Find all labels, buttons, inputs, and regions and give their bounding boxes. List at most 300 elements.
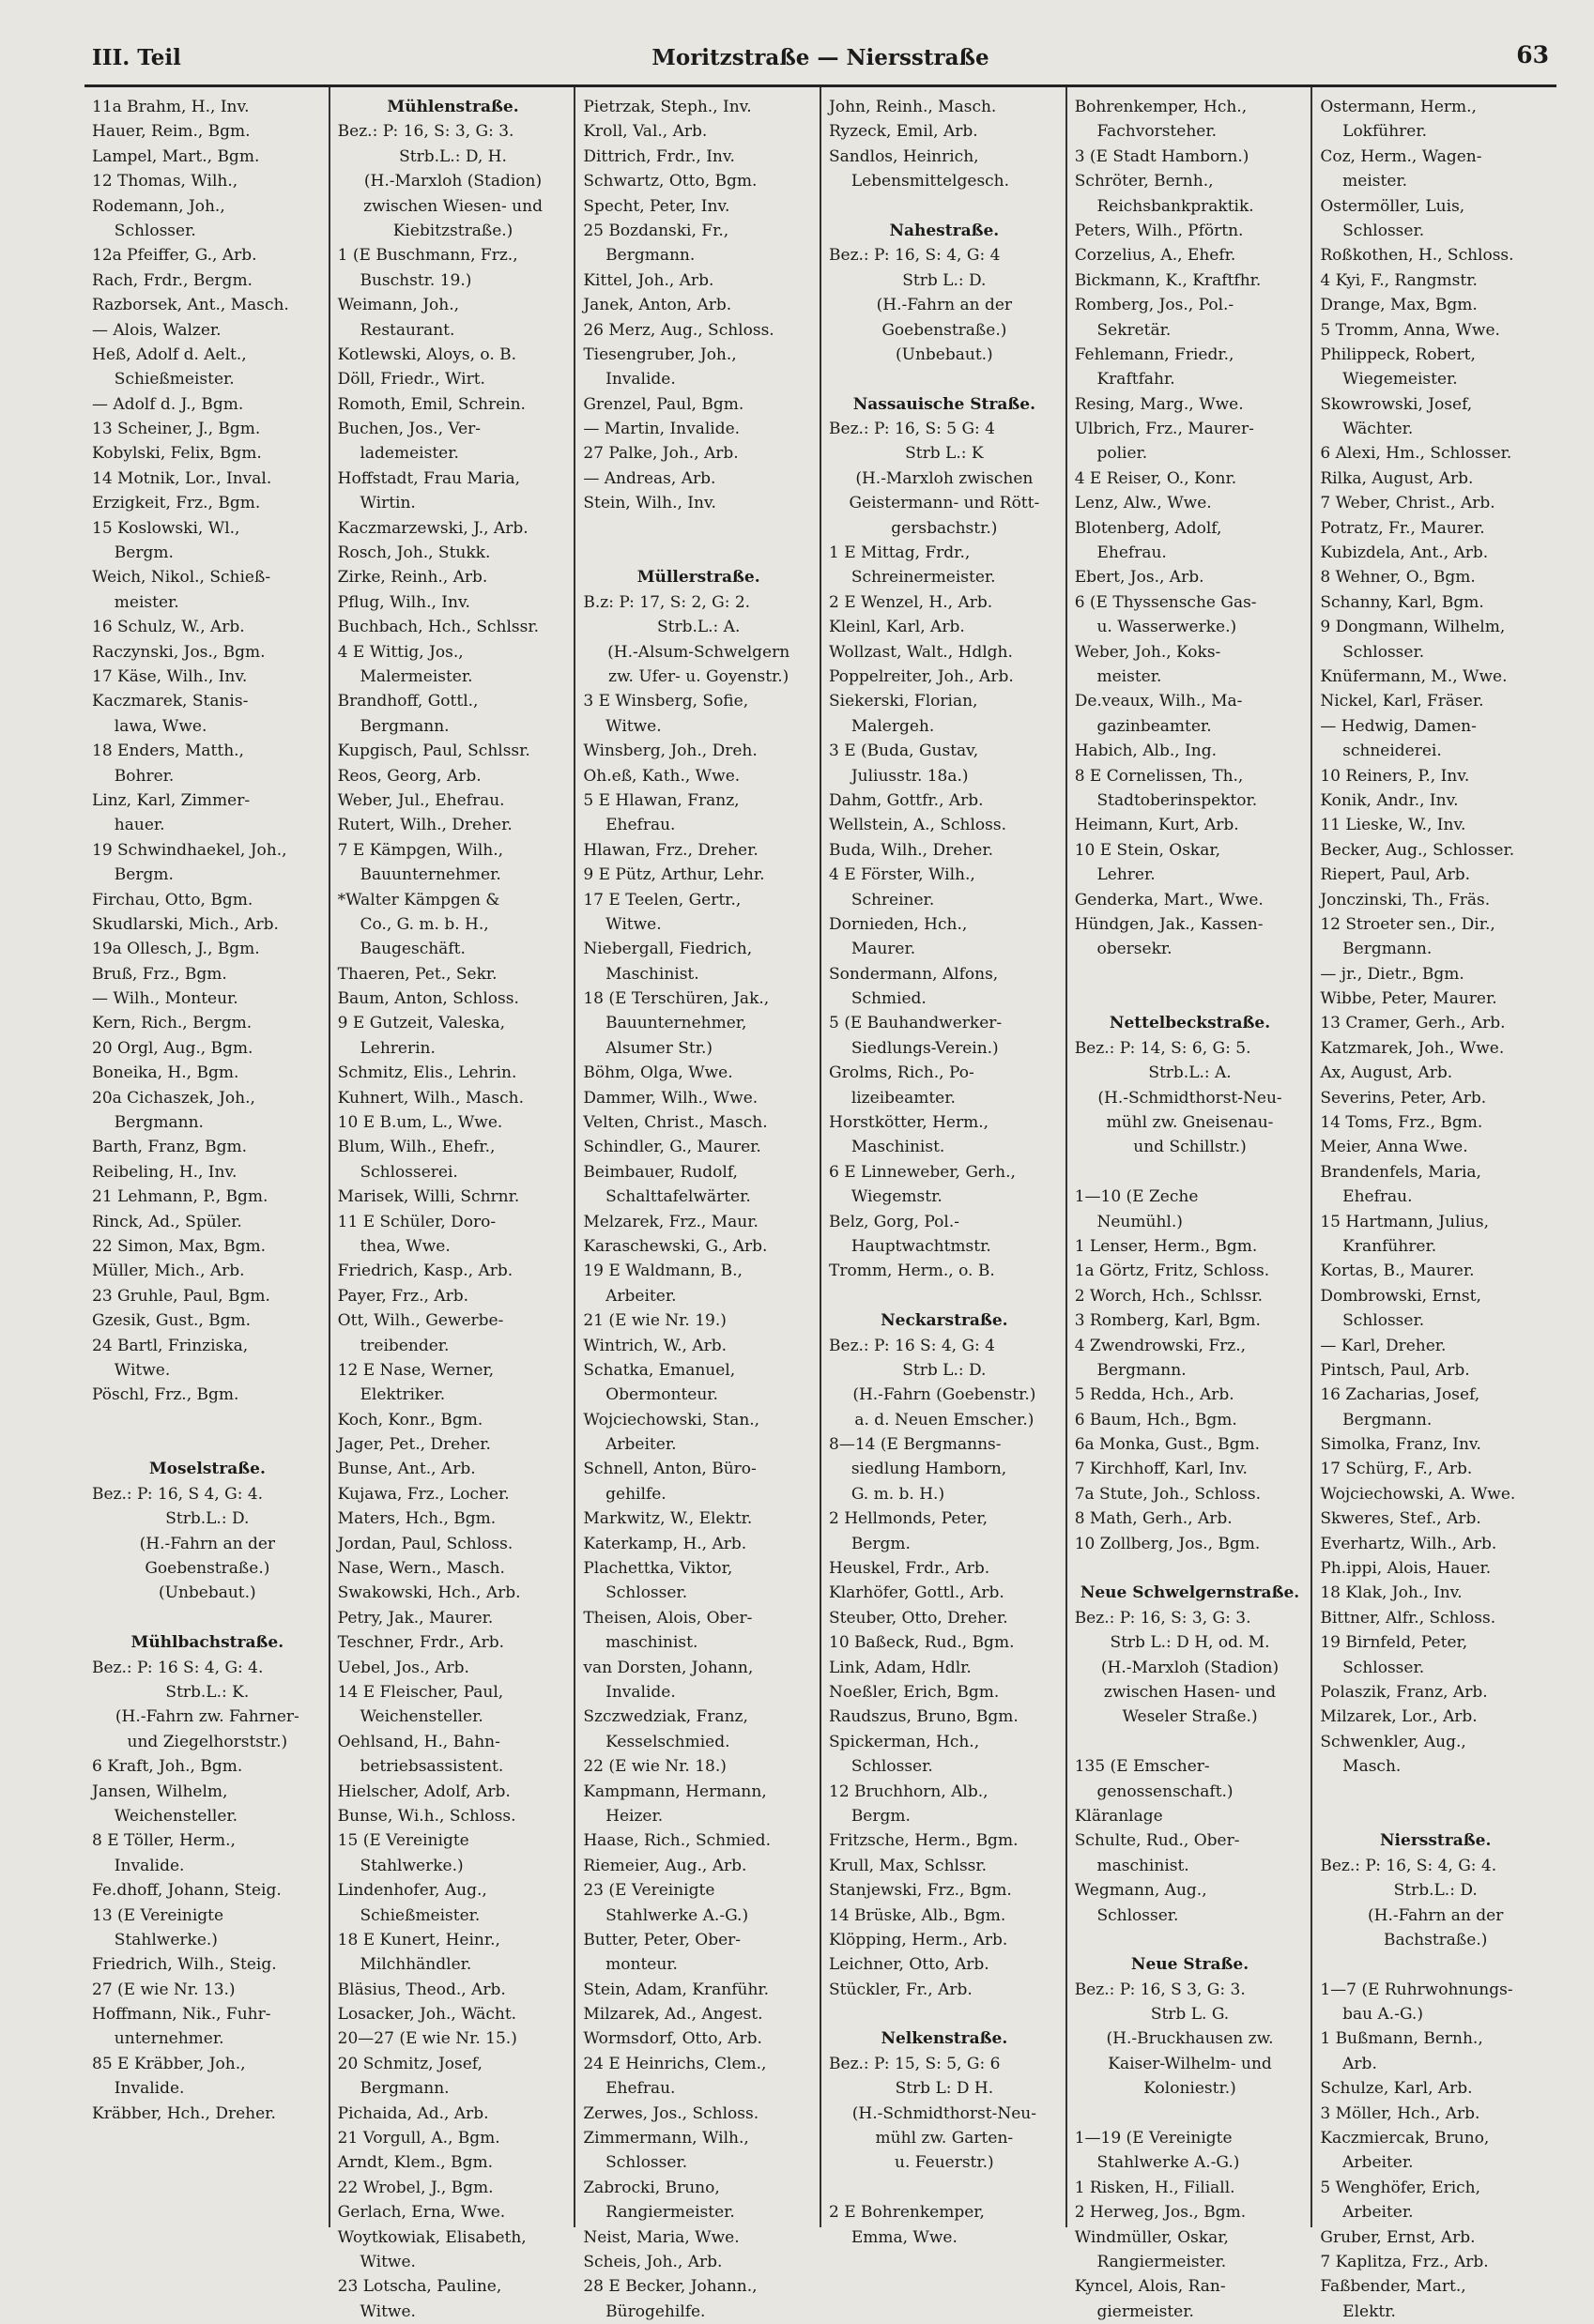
entry-line: Scheis, Joh., Arb. [583, 2252, 723, 2271]
entry-continuation: maschinist. [605, 1633, 698, 1653]
entry-line: Ostermöller, Luis, [1320, 196, 1465, 216]
street-info: Strb L: D H. [895, 2079, 994, 2099]
entry-line: Coz, Herm., Wagen- [1320, 146, 1482, 166]
entry-line: Fehlemann, Friedr., [1074, 344, 1234, 364]
entry-continuation: schneiderei. [1342, 742, 1442, 761]
entry-line: Dahm, Gottfr., Arb. [829, 790, 984, 810]
entry-line: 13 Cramer, Gerh., Arb. [1320, 1014, 1506, 1033]
entry-continuation: Arb. [1342, 2054, 1377, 2073]
entry-line: Payer, Frz., Arb. [337, 1286, 468, 1306]
entry-line: Rinck, Ad., Spüler. [92, 1212, 242, 1231]
entry-continuation: Maurer. [851, 940, 916, 959]
entry-line: Lenz, Alw., Wwe. [1074, 494, 1212, 513]
entry-line: Bez.: P: 16 S: 4, G: 4. [92, 1658, 264, 1677]
entry-line: Grenzel, Paul, Bgm. [583, 394, 744, 414]
entry-line: Pichaida, Ad., Arb. [337, 2103, 489, 2123]
entry-line: Kupgisch, Paul, Schlssr. [337, 742, 530, 761]
street-info: gersbachstr.) [891, 518, 998, 538]
entry-line: 24 Bartl, Frinziska, [92, 1336, 249, 1355]
street-info: Weseler Straße.) [1122, 1707, 1258, 1727]
street-info: (H.-Schmidthorst-Neu- [1097, 1088, 1282, 1108]
entry-line: Rosch, Joh., Stukk. [337, 543, 491, 563]
entry-line: Konik, Andr., Inv. [1320, 790, 1459, 810]
street-info: Bachstraße.) [1384, 1930, 1488, 1949]
entry-line: 19 E Waldmann, B., [583, 1261, 743, 1281]
entry-continuation: Invalide. [114, 2079, 185, 2099]
entry-line: Hlawan, Frz., Dreher. [583, 840, 759, 860]
entry-line: Habich, Alb., Ing. [1074, 742, 1218, 761]
entry-line: Heuskel, Frdr., Arb. [829, 1559, 990, 1579]
entry-line: Bunse, Ant., Arb. [337, 1460, 476, 1479]
entry-line: 1—7 (E Ruhrwohnungs- [1320, 1980, 1513, 1999]
entry-continuation: Witwe. [605, 716, 662, 736]
entry-continuation: Witwe. [114, 1360, 171, 1380]
entry-continuation: Schießmeister. [114, 370, 235, 390]
entry-line: 2 E Wenzel, H., Arb. [829, 592, 993, 612]
entry-line: 8 E Töller, Herm., [92, 1831, 236, 1851]
entry-line: Bez.: P: 16, S: 3, G: 3. [1074, 1608, 1251, 1628]
column-5 [1067, 87, 1313, 2321]
entry-line: Niebergall, Fiedrich, [583, 940, 753, 959]
entry-line: Schanny, Karl, Bgm. [1320, 592, 1484, 612]
entry-line: Everhartz, Wilh., Arb. [1320, 1534, 1497, 1553]
entry-continuation: Arbeiter. [1342, 2203, 1414, 2223]
street-info: Strb.L.: D. [1393, 1881, 1478, 1901]
entry-continuation: Reichsbankpraktik. [1096, 196, 1254, 216]
entry-line: 4 E Reiser, O., Konr. [1074, 468, 1237, 488]
entry-line: B.z: P: 17, S: 2, G: 2. [583, 592, 751, 612]
entry-line: 1 Risken, H., Filiall. [1074, 2178, 1235, 2197]
entry-line: Woytkowiak, Elisabeth, [337, 2227, 527, 2247]
entry-line: 4 Kyi, F., Rangmstr. [1320, 270, 1478, 290]
entry-line: 5 Redda, Hch., Arb. [1074, 1385, 1234, 1405]
street-info: zw. Ufer- u. Goyenstr.) [608, 666, 789, 686]
street-info: Strb.L.: A. [656, 618, 741, 637]
street-info: a. d. Neuen Emscher.) [854, 1410, 1035, 1430]
street-info: mühl zw. Gneisenau- [1106, 1113, 1274, 1133]
entry-line: Kaczmiercak, Bruno, [1320, 2129, 1490, 2148]
entry-line: Kläranlage [1074, 1806, 1163, 1826]
entry-continuation: Neumühl.) [1096, 1212, 1183, 1231]
entry-line: Schindler, G., Maurer. [583, 1138, 761, 1157]
street-info: mühl zw. Garten- [875, 2129, 1014, 2148]
entry-line: Baum, Anton, Schloss. [337, 989, 519, 1009]
entry-line: Thaeren, Pet., Sekr. [337, 964, 498, 984]
entry-continuation: monteur. [605, 1955, 678, 1975]
entry-line: Bez.: P: 16, S 3, G: 3. [1074, 1980, 1246, 1999]
entry-continuation: Bergmann. [360, 2079, 450, 2099]
entry-line: Bläsius, Theod., Arb. [337, 1980, 506, 1999]
entry-line: 7 Weber, Christ., Arb. [1320, 494, 1495, 513]
entry-line: 17 Schürg, F., Arb. [1320, 1460, 1473, 1479]
entry-line: Kroll, Val., Arb. [583, 122, 708, 142]
entry-line: Rach, Frdr., Bergm. [92, 270, 253, 290]
spacer [1075, 1556, 1306, 1581]
street-heading: Mühlenstraße. [387, 98, 519, 116]
entry-line: Brandhoff, Gottl., [337, 692, 479, 711]
entry-line: 5 (E Bauhandwerker- [829, 1014, 1003, 1033]
entry-line: Schnell, Anton, Büro- [583, 1460, 757, 1479]
entry-line: Corzelius, A., Ehefr. [1074, 246, 1236, 266]
spacer [583, 516, 814, 541]
entry-line: Sandlos, Heinrich, [829, 146, 979, 166]
entry-line: Wojciechowski, Stan., [583, 1410, 760, 1430]
entry-line: Bez.: P: 16, S: 3, G: 3. [337, 122, 514, 142]
entry-line: Karaschewski, G., Arb. [583, 1236, 768, 1256]
entry-line: 16 Schulz, W., Arb. [92, 618, 245, 637]
entry-line: 6a Monka, Gust., Bgm. [1074, 1435, 1261, 1455]
entry-line: — Wilh., Monteur. [92, 989, 238, 1009]
entry-continuation: Bergm. [114, 543, 174, 563]
entry-line: 8 E Cornelissen, Th., [1074, 766, 1244, 786]
entry-line: Kuhnert, Wilh., Masch. [337, 1088, 525, 1108]
spacer [829, 2176, 1060, 2200]
entry-line: Raudszus, Bruno, Bgm. [829, 1707, 1019, 1727]
entry-line: 12 Stroeter sen., Dir., [1320, 914, 1495, 934]
entry-line: 1a Görtz, Fritz, Schloss. [1074, 1261, 1270, 1281]
entry-line: 2 E Bohrenkemper, [829, 2203, 985, 2223]
street-info: (Unbebaut.) [158, 1583, 256, 1603]
street-info: und Schillstr.) [1133, 1138, 1247, 1157]
entry-continuation: Arbeiter. [605, 1435, 677, 1455]
entry-line: 3 Romberg, Karl, Bgm. [1074, 1311, 1261, 1331]
entry-line: 7 E Kämpgen, Wilh., [337, 840, 504, 860]
entry-line: Winsberg, Joh., Dreh. [583, 742, 758, 761]
entry-continuation: Alsumer Str.) [605, 1038, 713, 1058]
entry-line: 9 Dongmann, Wilhelm, [1320, 618, 1506, 637]
column-3 [575, 87, 821, 2321]
entry-line: 1 Lenser, Herm., Bgm. [1074, 1236, 1258, 1256]
entry-continuation: Elektriker. [360, 1385, 446, 1405]
entry-line: Arndt, Klem., Bgm. [337, 2153, 493, 2173]
street-info: und Ziegelhorststr.) [127, 1732, 288, 1751]
entry-continuation: Witwe. [605, 914, 662, 934]
entry-line: Müller, Mich., Arb. [92, 1261, 245, 1281]
street-info: (Unbebaut.) [896, 344, 993, 364]
street-info: (H.-Fahrn an der [876, 296, 1013, 315]
entry-line: Zimmermann, Wilh., [583, 2129, 749, 2148]
entry-line: Kotlewski, Aloys, o. B. [337, 344, 517, 364]
street-info: Geistermann- und Rött- [849, 494, 1040, 513]
entry-line: 15 Hartmann, Julius, [1320, 1212, 1489, 1231]
entry-line: Klarhöfer, Gottl., Arb. [829, 1583, 1004, 1603]
entry-line: Wormsdorf, Otto, Arb. [583, 2029, 762, 2049]
entry-line: Bez.: P: 15, S: 5, G: 6 [829, 2054, 1001, 2073]
street-heading: Nelkenstraße. [881, 2029, 1008, 2049]
entry-line: Janek, Anton, Arb. [583, 296, 732, 315]
entry-line: 11a Brahm, H., Inv. [92, 98, 250, 116]
street-info: (H.-Alsum-Schwelgern [607, 642, 790, 662]
entry-line: 6 Kraft, Joh., Bgm. [92, 1757, 243, 1777]
entry-line: Faßbender, Mart., [1320, 2277, 1466, 2297]
entry-continuation: Weichensteller. [114, 1806, 238, 1826]
entry-line: 27 (E wie Nr. 13.) [92, 1980, 236, 1999]
entry-continuation: Schlosser. [114, 221, 196, 240]
entry-line: Teschner, Frdr., Arb. [337, 1633, 504, 1653]
entry-continuation: siedlung Hamborn, [851, 1460, 1007, 1479]
entry-continuation: Wiegemeister. [1342, 370, 1458, 390]
entry-continuation: polier. [1096, 444, 1148, 464]
entry-continuation: Schreinermeister. [851, 568, 996, 588]
entry-line: Hielscher, Adolf, Arb. [337, 1781, 511, 1801]
street-info: (H.-Fahrn zw. Fahrner- [115, 1707, 299, 1727]
entry-continuation: Stahlwerke.) [360, 1856, 464, 1875]
entry-line: Nase, Wern., Masch. [337, 1559, 505, 1579]
entry-continuation: Bergmann. [1342, 1410, 1433, 1430]
entry-line: Butter, Peter, Ober- [583, 1930, 742, 1949]
entry-line: Jager, Pet., Dreher. [337, 1435, 491, 1455]
column-2 [330, 87, 576, 2321]
entry-line: 2 Herweg, Jos., Bgm. [1074, 2203, 1247, 2223]
entry-continuation: Schalttafelwärter. [605, 1187, 751, 1207]
entry-line: 15 (E Vereinigte [337, 1831, 469, 1851]
entry-line: Hoffstadt, Frau Maria, [337, 468, 521, 488]
entry-line: 18 Klak, Joh., Inv. [1320, 1583, 1463, 1603]
entry-line: Kräbber, Hch., Dreher. [92, 2103, 276, 2123]
street-heading: Mühlbachstraße. [130, 1633, 284, 1653]
entry-line: Polaszik, Franz, Arb. [1320, 1683, 1488, 1702]
entry-line: Dammer, Wilh., Wwe. [583, 1088, 759, 1108]
entry-line: van Dorsten, Johann, [583, 1658, 754, 1677]
entry-line: 25 Bozdanski, Fr., [583, 221, 729, 240]
entry-line: Pflug, Wilh., Inv. [337, 592, 470, 612]
entry-continuation: Maschinist. [605, 964, 699, 984]
entry-line: Neist, Maria, Wwe. [583, 2227, 740, 2247]
entry-line: Theisen, Alois, Ober- [583, 1608, 753, 1628]
entry-line: Ostermann, Herm., [1320, 98, 1477, 116]
entry-line: Hündgen, Jak., Kassen- [1074, 914, 1264, 934]
entry-line: Romoth, Emil, Schrein. [337, 394, 526, 414]
entry-continuation: Hauptwachtmstr. [851, 1236, 991, 1256]
street-info: zwischen Hasen- und [1103, 1683, 1277, 1702]
entry-line: Swakowski, Hch., Arb. [337, 1583, 521, 1603]
entry-line: 18 E Kunert, Heinr., [337, 1930, 500, 1949]
entry-continuation: Sekretär. [1096, 320, 1172, 340]
entry-line: Weich, Nikol., Schieß- [92, 568, 271, 588]
spacer [92, 1606, 323, 1630]
entry-line: 5 Tromm, Anna, Wwe. [1320, 320, 1500, 340]
entry-continuation: Lebensmittelgesch. [851, 172, 1010, 191]
entry-line: Tromm, Herm., o. B. [829, 1261, 995, 1281]
entry-continuation: Witwe. [360, 2252, 416, 2271]
entry-line: 7 Kaplitza, Frz., Arb. [1320, 2252, 1489, 2271]
entry-continuation: thea, Wwe. [360, 1236, 451, 1256]
entry-line: 1—19 (E Vereinigte [1074, 2129, 1233, 2148]
entry-line: John, Reinh., Masch. [829, 98, 997, 116]
entry-line: Heß, Adolf d. Aelt., [92, 344, 247, 364]
entry-line: Lindenhofer, Aug., [337, 1881, 487, 1901]
entry-line: 13 Scheiner, J., Bgm. [92, 420, 261, 439]
entry-continuation: Schlosser. [1342, 221, 1425, 240]
entry-continuation: hauer. [114, 816, 165, 835]
entry-line: 2 Hellmonds, Peter, [829, 1509, 989, 1529]
entry-line: Schulte, Rud., Ober- [1074, 1831, 1240, 1851]
entry-line: Böhm, Olga, Wwe. [583, 1063, 733, 1083]
spacer [829, 194, 1060, 219]
entry-continuation: Siedlungs-Verein.) [851, 1038, 999, 1058]
entry-line: — Adolf d. J., Bgm. [92, 394, 244, 414]
entry-line: Ph.ippi, Alois, Hauer. [1320, 1559, 1492, 1579]
entry-line: 21 (E wie Nr. 19.) [583, 1311, 727, 1331]
entry-line: Schmitz, Elis., Lehrin. [337, 1063, 517, 1083]
entry-line: Horstkötter, Herm., [829, 1113, 989, 1133]
entry-line: Uebel, Jos., Arb. [337, 1658, 469, 1677]
entry-line: 6 (E Thyssensche Gas- [1074, 592, 1257, 612]
entry-line: 1 E Mittag, Frdr., [829, 543, 971, 563]
entry-line: Barth, Franz, Bgm. [92, 1138, 248, 1157]
entry-line: Bez.: P: 14, S: 6, G: 5. [1074, 1038, 1251, 1058]
entry-line: Buda, Wilh., Dreher. [829, 840, 993, 860]
entry-line: Tiesengruber, Joh., [583, 344, 737, 364]
entry-continuation: meister. [1342, 172, 1408, 191]
entry-line: Boneika, H., Bgm. [92, 1063, 239, 1083]
entry-continuation: Bergmann. [360, 716, 450, 736]
entry-line: Friedrich, Wilh., Steig. [92, 1955, 277, 1975]
entry-line: 7 Kirchhoff, Karl, Inv. [1074, 1460, 1248, 1479]
street-heading: Neue Schwelgernstraße. [1080, 1583, 1300, 1603]
entry-line: Linz, Karl, Zimmer- [92, 790, 251, 810]
entry-continuation: Schmied. [851, 989, 927, 1009]
page-number: 63 [1516, 41, 1549, 69]
entry-line: 1 Bußmann, Bernh., [1320, 2029, 1483, 2049]
column-4 [821, 87, 1067, 2247]
street-info: (H.-Schmidthorst-Neu- [851, 2103, 1036, 2123]
entry-continuation: Malermeister. [360, 666, 473, 686]
street-info: u. Feuerstr.) [895, 2153, 994, 2173]
entry-line: Bruß, Frz., Bgm. [92, 964, 227, 984]
entry-line: Bez.: P: 16, S: 4, G: 4. [1320, 1856, 1497, 1875]
entry-continuation: Schlosser. [1342, 1311, 1425, 1331]
entry-line: *Walter Kämpgen & [337, 890, 500, 910]
entry-line: 1—10 (E Zeche [1074, 1187, 1199, 1207]
entry-line: 10 E Stein, Oskar, [1074, 840, 1221, 860]
spacer [1075, 986, 1306, 1011]
entry-line: 22 Wrobel, J., Bgm. [337, 2178, 494, 2197]
entry-line: Wollzast, Walt., Hdlgh. [829, 642, 1013, 662]
entry-line: Windmüller, Oskar, [1074, 2227, 1229, 2247]
entry-line: 20 Schmitz, Josef, [337, 2054, 483, 2073]
entry-continuation: lademeister. [360, 444, 459, 464]
entry-line: Blum, Wilh., Ehefr., [337, 1138, 496, 1157]
entry-line: 3 (E Stadt Hamborn.) [1074, 146, 1249, 166]
entry-line: 3 E (Buda, Gustav, [829, 742, 979, 761]
entry-line: Pietrzak, Steph., Inv. [583, 98, 752, 116]
spacer [1075, 2102, 1306, 2126]
entry-line: 21 Lehmann, P., Bgm. [92, 1187, 268, 1207]
street-heading: Nettelbeckstraße. [1109, 1014, 1271, 1033]
entry-continuation: Bergm. [114, 865, 174, 885]
street-info: Strb L.: D. [902, 270, 987, 290]
entry-line: 16 Zacharias, Josef, [1320, 1385, 1480, 1405]
spacer [1075, 1730, 1306, 1754]
entry-continuation: Obermonteur. [605, 1385, 718, 1405]
entry-line: 18 (E Terschüren, Jak., [583, 989, 770, 1009]
entry-continuation: Arbeiter. [1342, 2153, 1414, 2173]
entry-continuation: unternehmer. [114, 2029, 224, 2049]
entry-line: Firchau, Otto, Bgm. [92, 890, 253, 910]
entry-line: Ulbrich, Frz., Maurer- [1074, 420, 1254, 439]
entry-line: — Andreas, Arb. [583, 468, 716, 488]
entry-line: 19 Birnfeld, Peter, [1320, 1633, 1468, 1653]
spacer [1320, 1952, 1551, 1977]
entry-line: Schröter, Bernh., [1074, 172, 1214, 191]
entry-continuation: Schießmeister. [360, 1905, 481, 1925]
entry-line: Noeßler, Erich, Bgm. [829, 1683, 1000, 1702]
entry-line: — Karl, Dreher. [1320, 1336, 1447, 1355]
entry-line: Hauer, Reim., Bgm. [92, 122, 251, 142]
entry-line: Wegmann, Aug., [1074, 1881, 1207, 1901]
entry-line: Siekerski, Florian, [829, 692, 978, 711]
entry-continuation: treibender. [360, 1336, 450, 1355]
entry-line: Stückler, Fr., Arb. [829, 1980, 973, 1999]
entry-line: Becker, Aug., Schlosser. [1320, 840, 1515, 860]
entry-line: Philippeck, Robert, [1320, 344, 1476, 364]
street-range-title: Moritzstraße — Niersstraße [651, 45, 989, 70]
entry-continuation: Schlosser. [1096, 1905, 1179, 1925]
entry-line: Wibbe, Peter, Maurer. [1320, 989, 1497, 1009]
entry-line: Riemeier, Aug., Arb. [583, 1856, 747, 1875]
entry-line: Jansen, Wilhelm, [92, 1781, 228, 1801]
entry-continuation: maschinist. [1096, 1856, 1189, 1875]
entry-continuation: Kranführer. [1342, 1236, 1437, 1256]
entry-line: Gzesik, Gust., Bgm. [92, 1311, 252, 1331]
entry-line: Wellstein, A., Schloss. [829, 816, 1006, 835]
entry-line: 19a Ollesch, J., Bgm. [92, 940, 260, 959]
entry-line: 27 Palke, Joh., Arb. [583, 444, 739, 464]
entry-line: 21 Vorgull, A., Bgm. [337, 2129, 500, 2148]
entry-line: 10 Reiners, P., Inv. [1320, 766, 1470, 786]
entry-line: Koch, Konr., Bgm. [337, 1410, 483, 1430]
entry-line: Peters, Wilh., Pförtn. [1074, 221, 1244, 240]
entry-line: Rutert, Wilh., Dreher. [337, 816, 513, 835]
entry-line: Zirke, Reinh., Arb. [337, 568, 488, 588]
entry-line: Velten, Christ., Masch. [583, 1113, 768, 1133]
entry-line: Fe.dhoff, Johann, Steig. [92, 1881, 282, 1901]
street-info: (H.-Fahrn (Goebenstr.) [852, 1385, 1036, 1405]
entry-line: Poppelreiter, Joh., Arb. [829, 666, 1014, 686]
street-info: Kiebitzstraße.) [392, 221, 513, 240]
entry-line: Grolms, Rich., Po- [829, 1063, 974, 1083]
entry-line: Bunse, Wi.h., Schloss. [337, 1806, 516, 1826]
entry-line: 14 E Fleischer, Paul, [337, 1683, 504, 1702]
street-heading: Nassauische Straße. [852, 394, 1035, 414]
entry-continuation: Milchhändler. [360, 1955, 472, 1975]
entry-line: Romberg, Jos., Pol.- [1074, 296, 1234, 315]
entry-continuation: Invalide. [605, 370, 676, 390]
entry-line: 13 (E Vereinigte [92, 1905, 224, 1925]
entry-line: Steuber, Otto, Dreher. [829, 1608, 1008, 1628]
entry-line: Resing, Marg., Wwe. [1074, 394, 1244, 414]
entry-line: 10 Baßeck, Rud., Bgm. [829, 1633, 1015, 1653]
entry-line: Knüfermann, M., Wwe. [1320, 666, 1508, 686]
entry-line: Kampmann, Hermann, [583, 1781, 767, 1801]
entry-line: Pöschl, Frz., Bgm. [92, 1385, 239, 1405]
entry-continuation: Ehefrau. [1096, 543, 1167, 563]
entry-line: Skudlarski, Mich., Arb. [92, 914, 279, 934]
entry-line: Plachettka, Viktor, [583, 1559, 733, 1579]
street-info: Strb L.: D. [902, 1360, 987, 1380]
entry-line: Rodemann, Joh., [92, 196, 225, 216]
entry-line: Riepert, Paul, Arb. [1320, 865, 1471, 885]
entry-line: 4 Zwendrowski, Frz., [1074, 1336, 1247, 1355]
entry-continuation: Juliusstr. 18a.) [851, 766, 969, 786]
entry-line: 22 Simon, Max, Bgm. [92, 1236, 267, 1256]
entry-line: Bez.: P: 16, S: 4, G: 4 [829, 246, 1001, 266]
entry-continuation: Ehefrau. [1342, 1187, 1413, 1207]
entry-line: Spickerman, Hch., [829, 1732, 980, 1751]
entry-line: Bickmann, K., Kraftfhr. [1074, 270, 1262, 290]
entry-line: Ebert, Jos., Arb. [1074, 568, 1204, 588]
